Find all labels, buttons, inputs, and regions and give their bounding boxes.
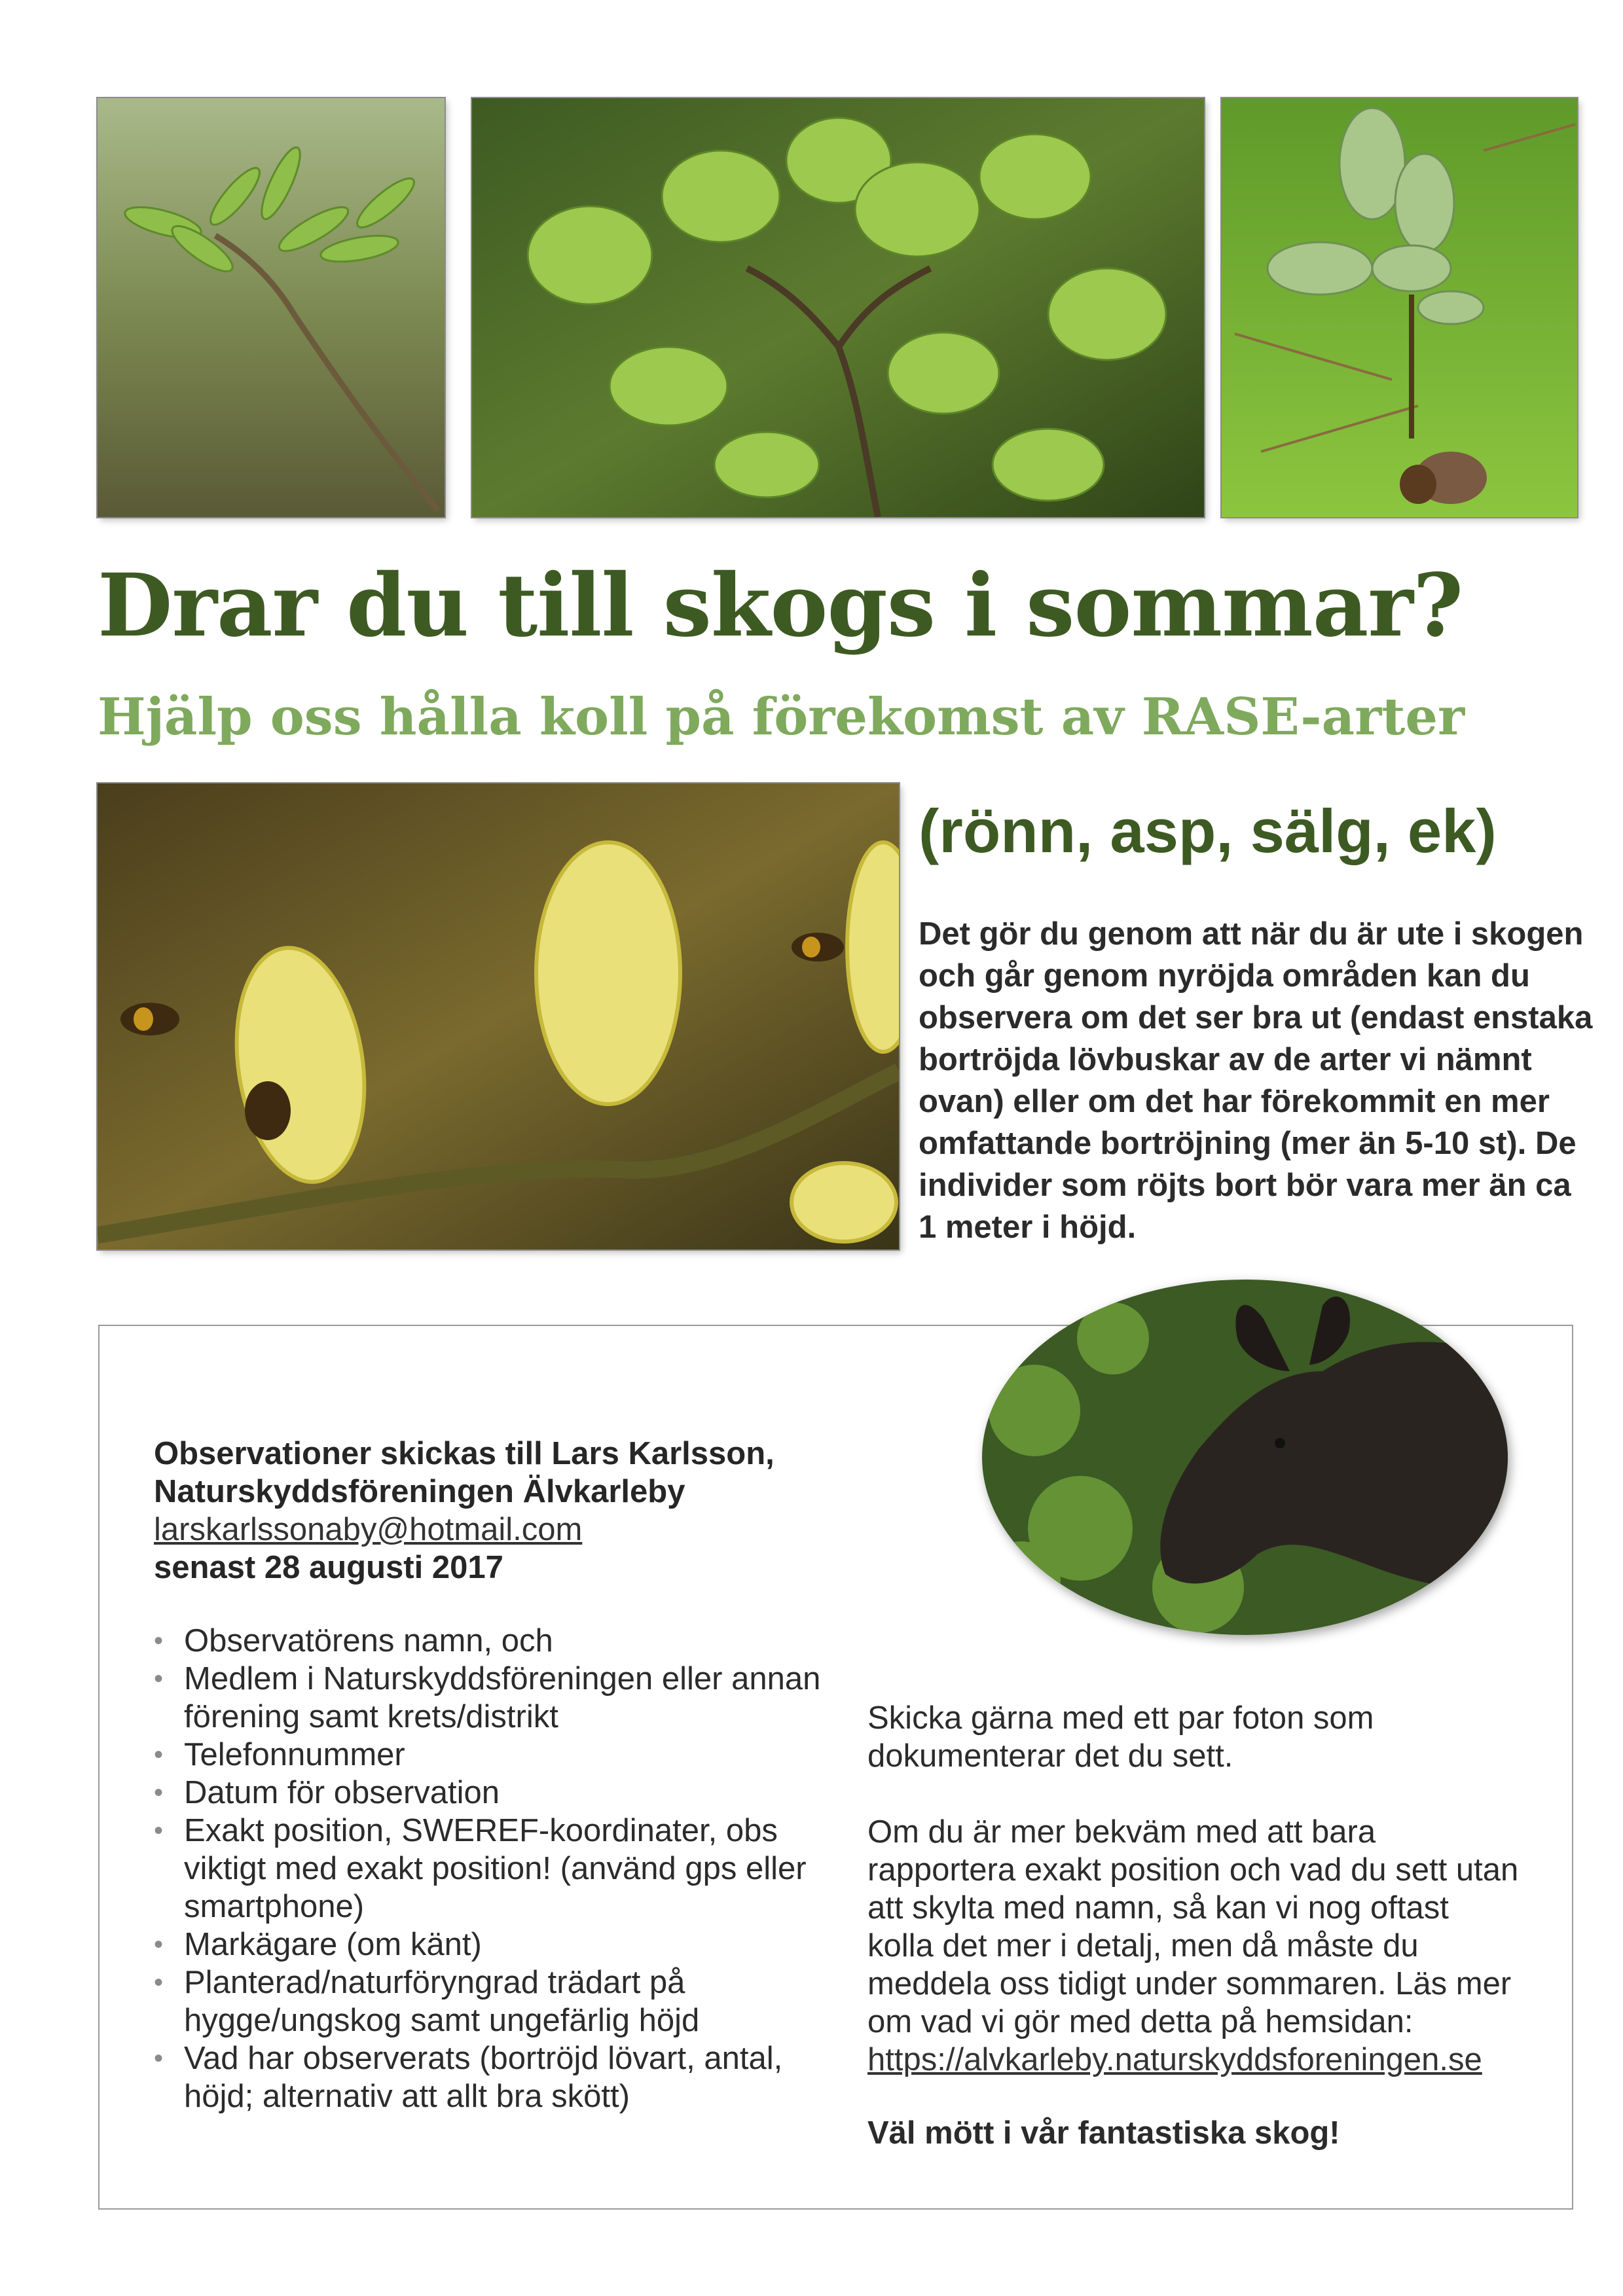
page-title: Drar du till skogs i sommar? (98, 555, 1463, 656)
contact-recipient: Observationer skickas till Lars Karlsson, (154, 1436, 775, 1471)
bullet-icon: • (154, 1930, 164, 1959)
bullet-icon: • (154, 1968, 164, 1997)
list-item: • Planterad/naturföryngrad trädart på hygge/ungskog samt ungefärlig höjd (154, 1965, 700, 2038)
closing-greeting: Väl mött i vår fantastiska skog! (867, 2115, 1340, 2151)
contact-organization: Naturskyddsföreningen Älvkarleby (154, 1474, 685, 1509)
photos-note: Skicka gärna med ett par foton som dokumenterar det du sett. (867, 1700, 1374, 1774)
list-item: • Datum för observation (154, 1775, 500, 1810)
intro-paragraph: Det gör du genom att när du är ute i skogen och går genom nyröjda områden kan du observera om det ser bra ut (endast enstaka bortröjda lövbuskar av de arter vi nämnt ovan) eller om det har förekommit en mer omfattande bortröjning (mer än 5-10 st). De individer som röjts bort bör vara mer än ca 1 meter i höjd. (919, 916, 1593, 1245)
details-note (867, 1813, 1522, 2079)
bullet-icon: • (154, 1740, 164, 1769)
list-item: • Exakt position, SWEREF-koordinater, obs viktigt med exakt position! (använd gps eller smartphone) (154, 1813, 807, 1924)
bullet-icon: • (154, 1626, 164, 1655)
bullet-icon: • (154, 1778, 164, 1807)
willow-catkins-with-bees-photo (98, 783, 899, 1249)
bullet-icon: • (154, 1816, 164, 1845)
submission-deadline: senast 28 augusti 2017 (154, 1550, 503, 1585)
list-item: • Markägare (om känt) (154, 1927, 482, 1962)
bullet-icon: • (154, 1664, 164, 1693)
species-list: (rönn, asp, sälg, ek) (919, 797, 1497, 865)
list-item: • Vad har observerats (bortröjd lövart, antal, höjd; alternativ att allt bra skött) (154, 2041, 783, 2114)
aspen-leaves-photo (472, 98, 1204, 517)
contact-email-link[interactable]: larskarlssonaby@hotmail.com (154, 1512, 583, 1547)
rowan-sprout-photo (98, 98, 445, 517)
moose-photo (982, 1280, 1508, 1635)
details-text: Om du är mer bekväm med att bara rapportera exakt position och vad du sett utan att skylta med namn, så kan vi nog oftast kolla det mer i detalj, men då måste du meddela oss tidigt under sommaren. Läs mer om vad vi gör med detta på hemsidan: (867, 1814, 1519, 2039)
oak-seedling-photo (1222, 98, 1577, 517)
page-subtitle: Hjälp oss hålla koll på förekomst av RASE-arter (98, 687, 1465, 747)
list-item: • Telefonnummer (154, 1737, 405, 1772)
list-item: • Observatörens namn, och (154, 1623, 553, 1659)
observation-checklist (154, 1622, 848, 2115)
list-item: • Medlem i Naturskyddsföreningen eller annan förening samt krets/distrikt (154, 1661, 821, 1734)
website-link[interactable]: https://alvkarleby.naturskyddsforeningen.se (867, 2042, 1482, 2077)
bullet-icon: • (154, 2044, 164, 2073)
